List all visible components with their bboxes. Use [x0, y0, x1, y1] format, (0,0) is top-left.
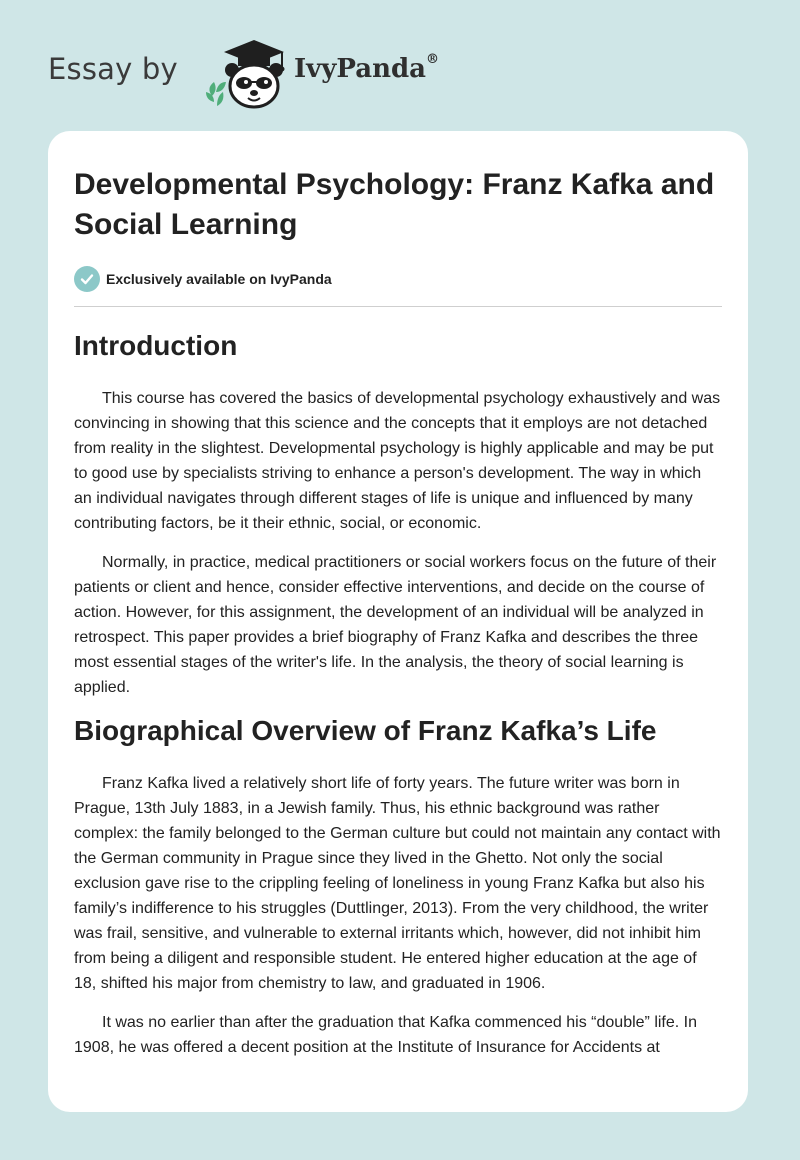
brand-prefix: Essay by [48, 52, 178, 86]
essay-card [48, 131, 748, 1112]
title-divider [74, 306, 722, 307]
paragraph: Franz Kafka lived a relatively short life of forty years. The future writer was born in Prague, 13th July 1883, in a Jewish family. Thus, his ethnic background was rather complex: the family belonged to the German culture but could not maintain any contact with the German community in Prague since they lived in the Ghetto. Not only the social exclusion gave rise to the crippling feeling of loneliness in young Franz Kafka but also his family’s indifference to his struggles (Duttlinger, 2013). From the very childhood, the writer was frail, sensitive, and vulnerable to external irritants which, however, did not inhibit him from being a diligent and responsible student. He entered higher education at the age of 18, shifted his major from chemistry to law, and graduated in 1906. [74, 775, 721, 992]
essay-content [74, 165, 722, 1060]
section-heading-introduction: Introduction [74, 330, 238, 361]
exclusive-badge [74, 265, 722, 293]
paragraph: This course has covered the basics of developmental psychology exhaustively and was convincing in showing that this science and the concepts that it employs are not detached from reality in the slightest. Developmental psychology is highly applicable and may be put to good use by specialists striving to enhance a person's development. The way in which an individual navigates through different stages of life is unique and influenced by many contributing factors, be it their ethnic, social, or economic. [74, 390, 721, 532]
paragraph: It was no earlier than after the graduation that Kafka commenced his “double” life. In 1908, he was offered a decent position at the Institute of Insurance for Accidents at [74, 1014, 697, 1056]
panda-graduate-logo-icon[interactable] [202, 36, 292, 110]
essay-title: Developmental Psychology: Franz Kafka and Social Learning [74, 168, 715, 241]
exclusive-label: Exclusively available on IvyPanda [106, 271, 332, 287]
paragraph: Normally, in practice, medical practitioners or social workers focus on the future of their patients or client and hence, consider effective interventions, and decide on the course of action. However, for this assignment, the development of an individual will be analyzed in retrospect. This paper provides a brief biography of Franz Kafka and describes the three most essential stages of the writer's life. In the analysis, the theory of social learning is applied. [74, 554, 717, 696]
brand-header [48, 34, 508, 110]
section-heading-biography: Biographical Overview of Franz Kafka’s Life [74, 715, 657, 746]
check-circle-icon [74, 266, 100, 292]
brand-name: IvyPanda® [294, 52, 440, 84]
